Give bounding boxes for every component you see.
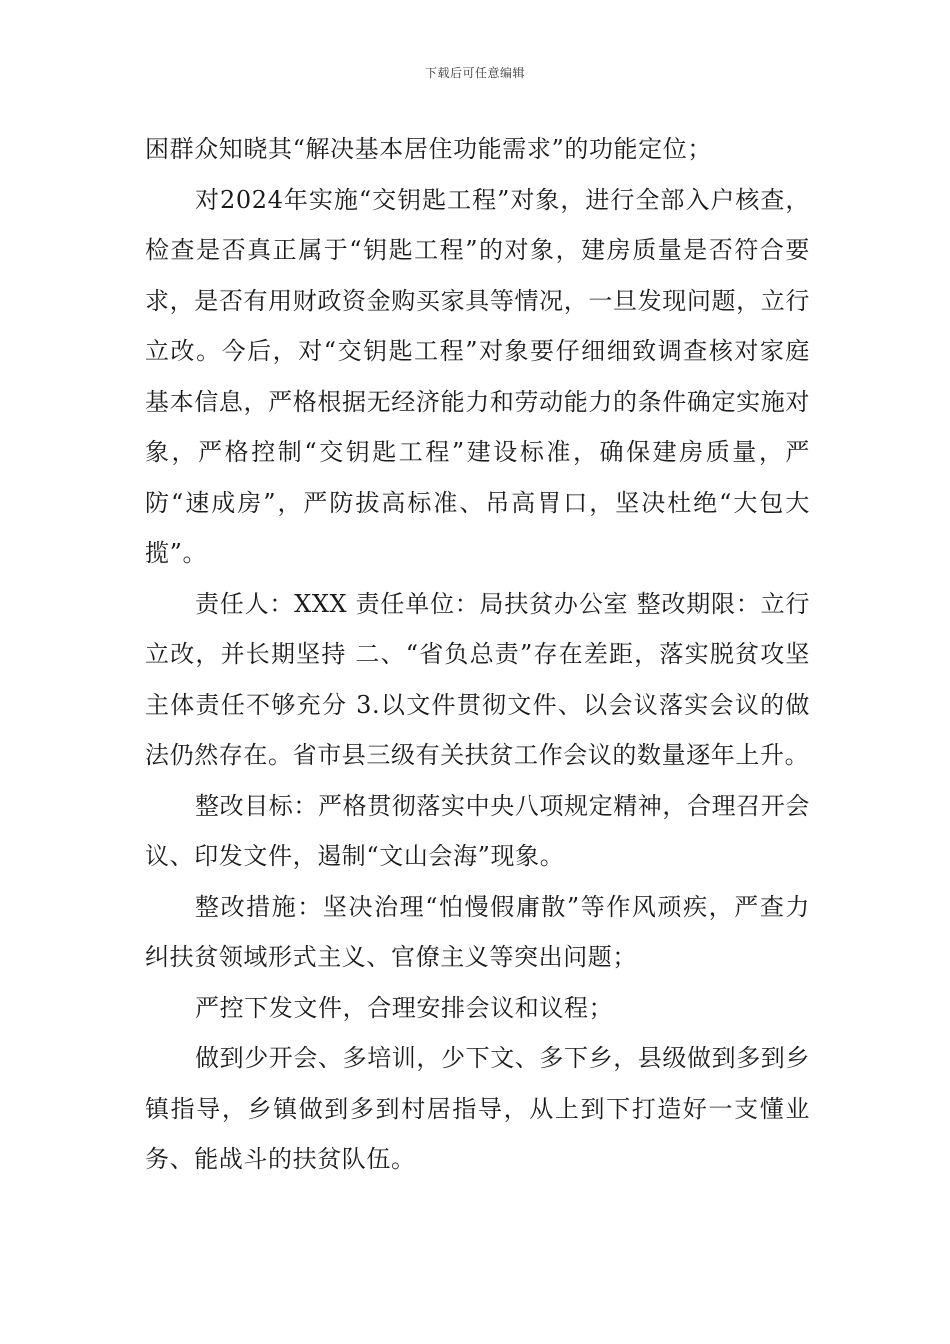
paragraph-fewer-meetings: 做到少开会、多培训，少下文、多下乡，县级做到多到乡镇指导，乡镇做到多到村居指导，从上到下打造好一支懂业务、能战斗的扶贫队伍。: [145, 1044, 810, 1173]
document-body: [145, 124, 810, 1185]
paragraph-rectification-measures: 整改措施：坚决治理“怕慢假庸散”等作风顽疾，严查力纠扶贫领域形式主义、官僚主义等突出问题；: [145, 892, 810, 971]
page-header: 下载后可任意编辑: [424, 66, 525, 80]
paragraph-document-control: 严控下发文件，合理安排会议和议程；: [195, 993, 614, 1022]
paragraph-responsibility: 责任人：XXX 责任单位：局扶贫办公室 整改期限：立行立改，并长期坚持 二、“省负总责”存在差距，落实脱贫攻坚主体责任不够充分 3.以文件贯彻文件、以会议落实会议的做法仍然存在。省市县三级有关扶贫工作会议的数量逐年上升。: [145, 589, 810, 769]
paragraph-rectification-goal: 整改目标：严格贯彻落实中央八项规定精神，合理召开会议、印发文件，遏制“文山会海”现象。: [145, 791, 810, 870]
paragraph-continuation: 困群众知晓其“解决基本居住功能需求”的功能定位；: [145, 135, 712, 163]
paragraph-key-project-inspection: 对2024年实施“交钥匙工程”对象，进行全部入户核查，检查是否真正属于“钥匙工程”的对象，建房质量是否符合要求，是否有用财政资金购买家具等情况，一旦发现问题，立行立改。今后，对“交钥匙工程”对象要仔细细致调查核对家庭基本信息，严格根据无经济能力和劳动能力的条件确定实施对象，严格控制“交钥匙工程”建设标准，确保建房质量，严防“速成房”，严防拔高标准、吊高胃口，坚决杜绝“大包大揽”。: [145, 185, 810, 567]
